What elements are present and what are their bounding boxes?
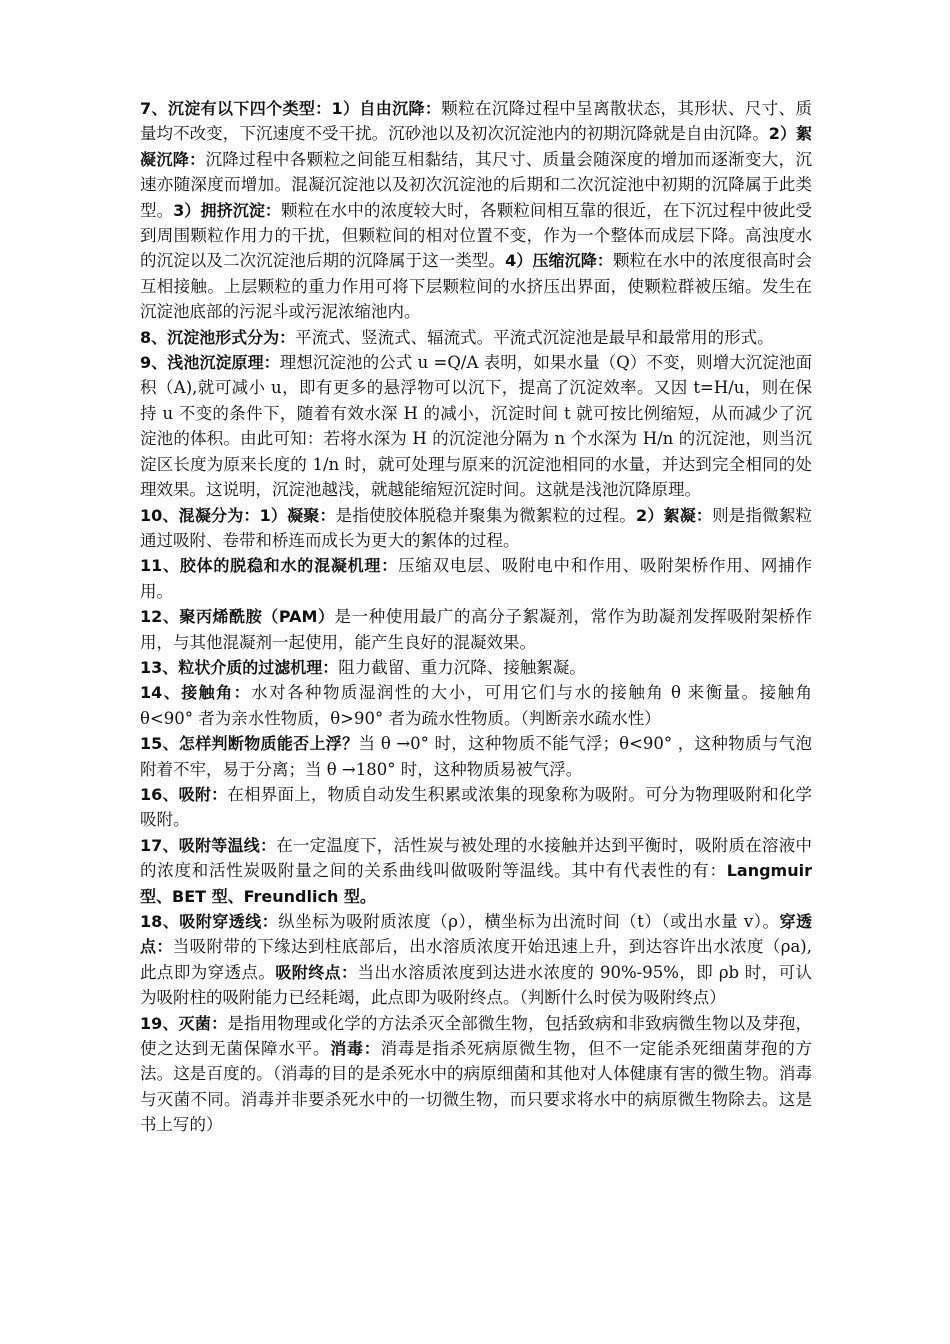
bold-term: 3）拥挤沉淀：: [173, 200, 282, 220]
body-text: 水对各种物质湿润性的大小，可用它们与水的接触角 θ 来衡量。接触角 θ<90° 者为亲水性物质，θ>90° 者为疏水性物质。（判断亲水疏水性）: [140, 683, 812, 728]
bold-term: 12、聚丙烯酰胺（PAM）: [140, 607, 335, 627]
paragraph: [140, 655, 812, 680]
body-text: 平流式、竖流式、辐流式。平流式沉淀池是最早和最常用的形式。: [295, 327, 774, 347]
bold-term: 13、粒状介质的过滤机理：: [140, 657, 339, 677]
body-text: 颗粒在水中的浓度很高时会互相接触。上层颗粒的重力作用可将下层颗粒间的水挤压出界面，使颗粒群被压缩。发生在沉淀池底部的污泥斗或污泥浓缩池内。: [140, 251, 812, 322]
bold-term: 16、吸附：: [140, 784, 228, 804]
bold-term: 15、怎样判断物质能否上浮？: [140, 734, 359, 754]
paragraph: [140, 782, 812, 833]
bold-term: 14、接触角：: [140, 683, 252, 703]
bold-term: 8、沉淀池形式分为：: [140, 327, 296, 347]
bold-term: 2）絮凝沉降：: [140, 124, 813, 169]
body-text: 压缩双电层、吸附电中和作用、吸附架桥作用、网捕作用。: [140, 556, 812, 601]
body-text: 消毒是指杀死病原微生物，但不一定能杀死细菌芽孢的方法。这是百度的。（消毒的目的是杀死水中的病原细菌和其他对人体健康有害的微生物。消毒与灭菌不同。消毒并非要杀死水中的一切微生物，而只要求将水中的病原微生物除去。这是书上写的）: [140, 1039, 812, 1135]
bold-term: 穿透点：: [140, 912, 812, 957]
paragraph: [140, 909, 812, 1011]
paragraph: [140, 553, 812, 604]
bold-term: 消毒：: [330, 1039, 381, 1059]
bold-term: 7、沉淀有以下四个类型：1）自由沉降：: [140, 99, 442, 118]
bold-term: 18、吸附穿透线：: [140, 912, 279, 931]
body-text: 颗粒在水中的浓度较大时，各颗粒间相互靠的很近，在下沉过程中彼此受到周围颗粒作用力的干扰，但颗粒间的相对位置不变，作为一个整体而成层下降。高浊度水的沉淀以及二次沉淀池后期的沉降属于这一类型。: [140, 200, 813, 271]
body-text: 沉降过程中各颗粒之间能互相黏结，其尺寸、质量会随深度的增加而逐渐变大，沉速亦随深度而增加。混凝沉淀池以及初次沉淀池的后期和二次沉淀池中初期的沉降属于此类型。: [140, 149, 812, 220]
bold-term: 9、浅池沉淀原理：: [140, 353, 280, 373]
body-text: 当吸附带的下缘达到柱底部后，出水溶质浓度开始迅速上升，到达容许出水浓度（ρa),此点即为穿透点。: [140, 937, 812, 982]
bold-term: 11、胶体的脱稳和水的混凝机理：: [140, 556, 398, 576]
body-text: 则是指微絮粒通过吸附、卷带和桥连而成长为更大的絮体的过程。: [140, 505, 813, 550]
body-text: 阻力截留、重力沉降、接触絮凝。: [338, 657, 586, 677]
paragraph: [140, 833, 812, 909]
bold-term: Langmuir 型、BET 型、Freundlich 型。: [140, 861, 812, 906]
bold-term: 2）絮凝：: [636, 505, 713, 525]
bold-term: 10、混凝分为：1）凝聚：: [140, 505, 336, 525]
paragraph: [140, 604, 812, 655]
body-text: 颗粒在沉降过程中呈离散状态，其形状、尺寸、质量均不改变，下沉速度不受干扰。沉砂池以及初次沉淀池内的初期沉降就是自由沉降。: [140, 99, 812, 144]
body-text: 是指使胶体脱稳并聚集为微絮粒的过程。: [335, 505, 636, 525]
bold-term: 4）压缩沉降：: [505, 251, 613, 271]
paragraph: [140, 503, 812, 554]
bold-term: 19、灭菌：: [140, 1013, 228, 1033]
bold-term: 吸附终点：: [275, 962, 358, 982]
body-text: 当出水溶质浓度到达进水浓度的 90%-95%，即 ρb 时，可认为吸附柱的吸附能力已经耗竭，此点即为吸附终点。（判断什么时侯为吸附终点）: [140, 962, 812, 1008]
body-text: 纵坐标为吸附质浓度（ρ），横坐标为出流时间（t）（或出水量 v）。: [278, 912, 780, 931]
body-text: 是指用物理或化学的方法杀灭全部微生物，包括致病和非致病微生物以及芽孢，使之达到无菌保障水平。: [140, 1013, 812, 1059]
body-text: 理想沉淀池的公式 u =Q/A 表明，如果水量（Q）不变，则增大沉淀池面积（A),就可减小 u，即有更多的悬浮物可以沉下，提高了沉淀效率。又因 t=H/u，则在保持 u 不变的条件下，随着有效水深 H 的减小，沉淀时间 t 就可按比例缩短，从而减少了沉淀池的体积。由此可知：若将水深为 H 的沉淀池分隔为 n 个水深为 H/n 的沉淀池，则当沉淀区长度为原来长度的 1/n 时，就可处理与原来的沉淀池相同的水量，并达到完全相同的处理效果。这说明，沉淀池越浅，就越能缩短沉淀时间。这就是浅池沉降原理。: [140, 353, 812, 500]
paragraph: [140, 350, 812, 502]
paragraph: [140, 1011, 812, 1138]
document-page: [140, 96, 812, 1138]
body-text: 是一种使用最广的高分子絮凝剂，常作为助凝剂发挥吸附架桥作用，与其他混凝剂一起使用，能产生良好的混凝效果。: [140, 607, 812, 652]
body-text: 在一定温度下，活性炭与被处理的水接触并达到平衡时，吸附质在溶液中的浓度和活性炭吸附量之间的关系曲线叫做吸附等温线。其中有代表性的有：: [140, 835, 812, 881]
bold-term: 17、吸附等温线：: [140, 835, 277, 855]
paragraph: [140, 325, 812, 350]
body-text: 在相界面上，物质自动发生积累或浓集的现象称为吸附。可分为物理吸附和化学吸附。: [140, 784, 812, 830]
paragraph: [140, 96, 812, 325]
body-text: 当 θ →0° 时，这种物质不能气浮；θ<90° ，这种物质与气泡附着不牢，易于分离；当 θ →180° 时，这种物质易被气浮。: [140, 734, 812, 779]
paragraph: [140, 731, 812, 782]
paragraph: [140, 680, 812, 731]
